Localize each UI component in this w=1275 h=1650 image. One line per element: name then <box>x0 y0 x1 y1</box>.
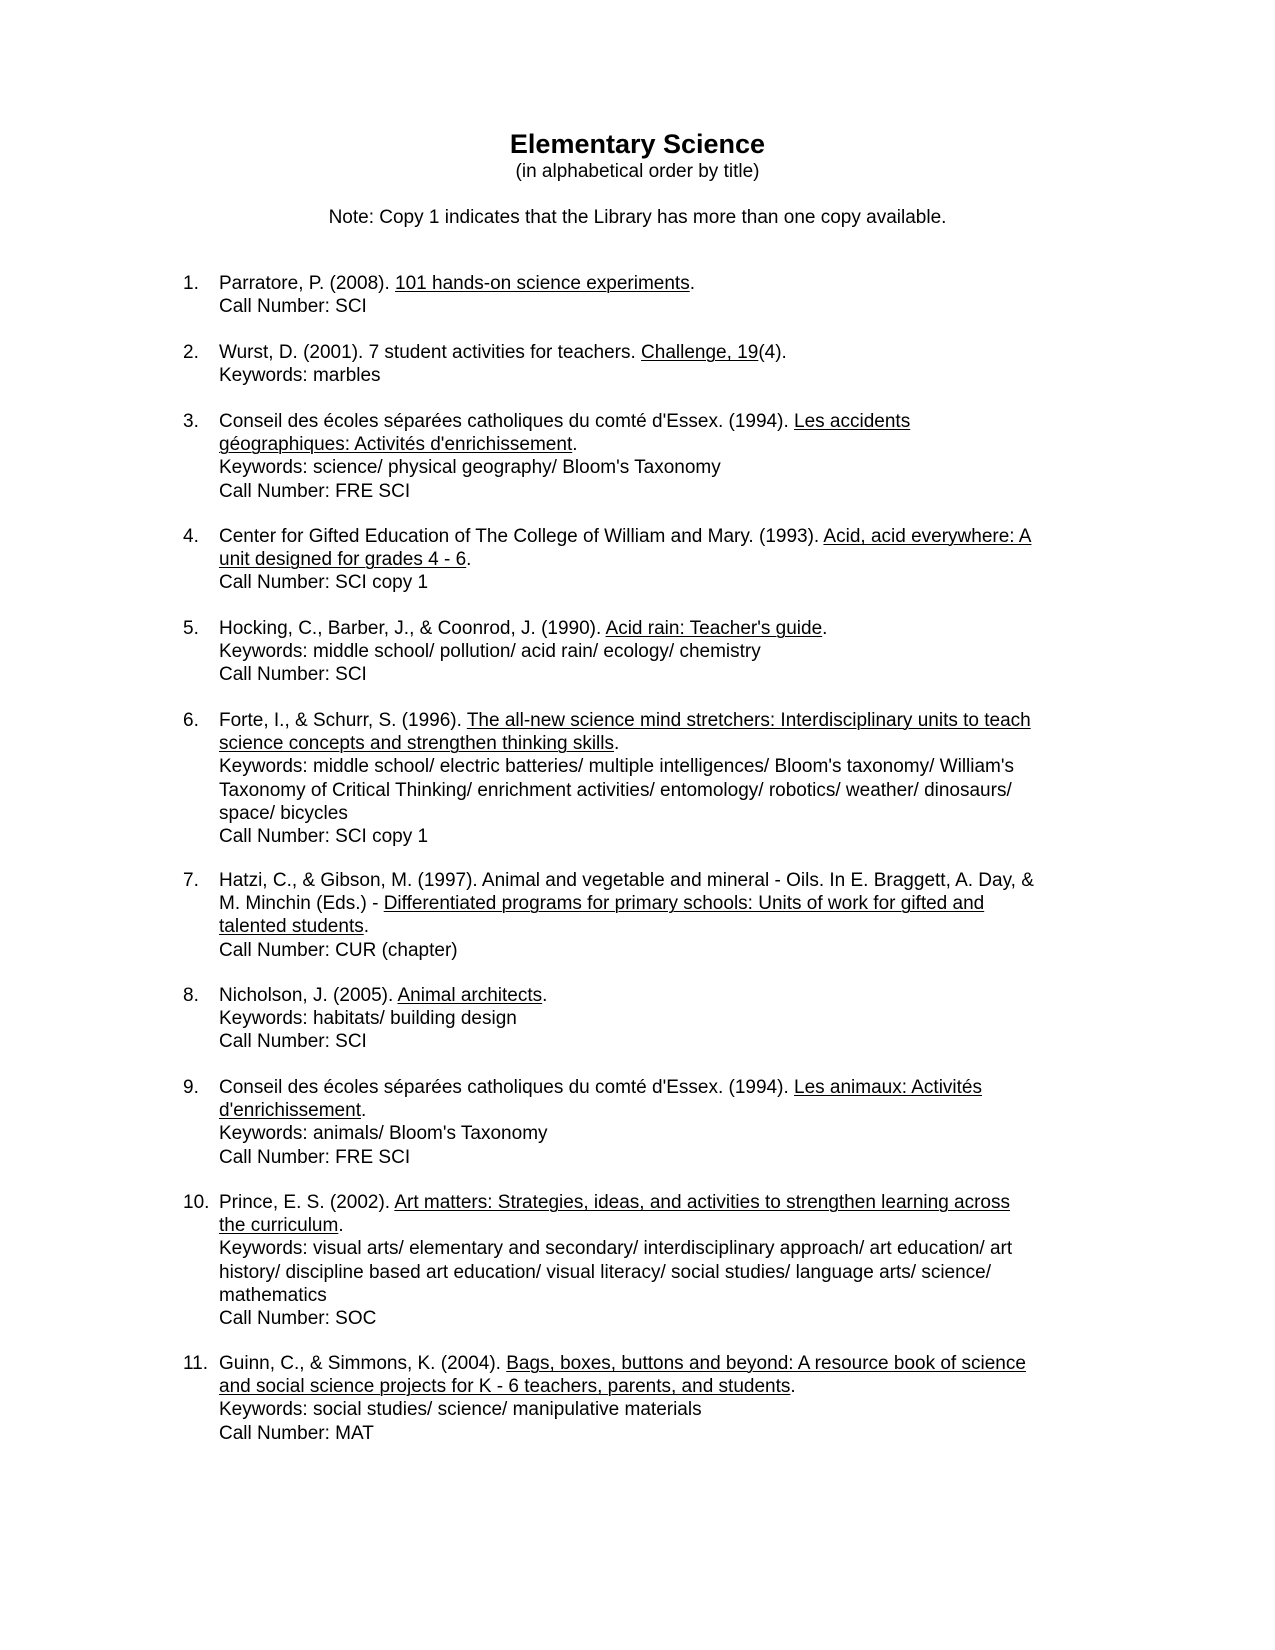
entry-line <box>219 456 1089 479</box>
entry-line <box>219 1030 1089 1053</box>
entry-line <box>219 571 1089 594</box>
entry-text: M. Minchin (Eds.) - <box>219 893 384 915</box>
entry-line <box>219 433 1089 456</box>
entry-text: Call Number: SCI <box>219 296 367 318</box>
underlined-title-text: the curriculum <box>219 1215 339 1237</box>
list-item-number: 10. <box>183 1192 210 1213</box>
entry-line <box>219 341 1089 364</box>
underlined-title-text: Acid rain: Teacher's guide <box>605 618 823 639</box>
entry-line <box>219 984 1089 1007</box>
list-item-number: 11. <box>183 1353 209 1374</box>
underlined-title-text: unit designed for grades 4 - 6 <box>219 549 467 571</box>
list-item-body <box>219 341 1089 387</box>
entry-line <box>219 1146 1089 1169</box>
entry-text: Keywords: science/ physical geography/ Bloom's Taxonomy <box>219 457 721 479</box>
entry-line <box>219 1398 1089 1421</box>
list-item-number: 3. <box>183 411 199 432</box>
entry-line <box>219 1099 1089 1122</box>
entry-line <box>219 1284 1089 1307</box>
entry-text: Call Number: FRE SCI <box>219 1146 411 1168</box>
entry-line <box>219 825 1089 848</box>
underlined-title-text: 101 hands-on science experiments <box>395 273 690 294</box>
entry-line <box>219 1261 1089 1284</box>
entry-text: Center for Gifted Education of The College of William and Mary. (1993). <box>219 526 824 547</box>
entry-text: . <box>363 916 369 938</box>
entry-text: mathematics <box>219 1284 327 1306</box>
entry-text: Nicholson, J. (2005). <box>219 985 398 1006</box>
entry-text: history/ discipline based art education/ visual literacy/ social studies/ language arts/ science/ <box>219 1261 992 1283</box>
entry-text: . <box>338 1215 344 1237</box>
entry-line <box>219 295 1089 318</box>
list-item-number: 6. <box>183 710 199 731</box>
entry-line <box>219 1122 1089 1145</box>
entry-line <box>219 1307 1089 1330</box>
entry-line <box>219 755 1089 778</box>
underlined-title-text: Art matters: Strategies, ideas, and activities to strengthen learning across <box>394 1192 1011 1213</box>
entry-text: Parratore, P. (2008). <box>219 273 396 294</box>
entry-text: . <box>360 1100 367 1122</box>
page-title: Elementary Science <box>509 129 766 159</box>
entry-line <box>219 1375 1089 1398</box>
entry-text: (4). <box>758 342 787 363</box>
entry-line <box>219 525 1089 548</box>
entry-line <box>219 410 1089 433</box>
entry-text: Call Number: SOC <box>219 1307 377 1329</box>
list-item-body <box>219 410 1089 503</box>
entry-text: Keywords: middle school/ pollution/ acid rain/ ecology/ chemistry <box>219 641 761 663</box>
entry-line <box>219 732 1089 755</box>
entry-text: Conseil des écoles séparées catholiques du comté d'Essex. (1994). <box>219 1077 795 1098</box>
list-item-number: 8. <box>183 985 199 1006</box>
entry-text: Keywords: animals/ Bloom's Taxonomy <box>219 1123 548 1145</box>
list-item-body <box>219 272 1089 318</box>
list-item-number: 4. <box>183 526 199 547</box>
entry-text: . <box>614 733 620 755</box>
entry-line <box>219 1191 1089 1214</box>
entry-text: . <box>572 434 578 456</box>
underlined-title-text: Les animaux: Activités <box>794 1077 982 1098</box>
entry-line <box>219 364 1089 387</box>
page-subtitle: (in alphabetical order by title) <box>515 161 760 182</box>
entry-text: Keywords: visual arts/ elementary and secondary/ interdisciplinary approach/ art education/ art <box>219 1238 1013 1260</box>
entry-text: . <box>689 273 695 294</box>
underlined-title-text: and social science projects for K - 6 teachers, parents, and students <box>219 1376 791 1398</box>
entry-text: Hatzi, C., & Gibson, M. (1997). Animal and vegetable and mineral - Oils. In E. Braggett, A. Day, & <box>219 870 1034 891</box>
entry-line <box>219 1007 1089 1030</box>
underlined-title-text: Animal architects <box>397 985 543 1006</box>
underlined-title-text: talented students <box>219 916 364 938</box>
entry-line <box>219 779 1089 802</box>
list-item-number: 9. <box>183 1077 199 1098</box>
underlined-title-text: Differentiated programs for primary schools: Units of work for gifted and <box>383 893 985 915</box>
entry-text: . <box>822 618 828 639</box>
entry-text: Forte, I., & Schurr, S. (1996). <box>219 710 467 731</box>
list-item-body <box>219 869 1089 962</box>
entry-text: Keywords: middle school/ electric batteries/ multiple intelligences/ Bloom's taxonomy/ William's <box>219 756 1015 778</box>
underlined-title-text: géographiques: Activités d'enrichissement <box>219 434 573 456</box>
entry-line <box>219 640 1089 663</box>
entry-text: Call Number: SCI <box>219 1031 367 1053</box>
list-item-body <box>219 525 1089 595</box>
entry-text: Guinn, C., & Simmons, K. (2004). <box>219 1353 507 1374</box>
entry-line <box>219 802 1089 825</box>
entry-line <box>219 709 1089 732</box>
list-item-body <box>219 617 1089 687</box>
list-item-body <box>219 1076 1089 1169</box>
entry-text: Conseil des écoles séparées catholiques du comté d'Essex. (1994). <box>219 411 795 432</box>
entry-line <box>219 1214 1089 1237</box>
list-item-body <box>219 984 1089 1054</box>
underlined-title-text: Les accidents <box>794 411 911 432</box>
entry-text: Call Number: CUR (chapter) <box>219 939 458 961</box>
entry-text: . <box>466 549 472 571</box>
entry-text: Taxonomy of Critical Thinking/ enrichment activities/ entomology/ robotics/ weather/ dinosaurs/ <box>219 779 1012 801</box>
entry-text: space/ bicycles <box>219 802 348 824</box>
list-item-number: 1. <box>183 273 199 294</box>
underlined-title-text: science concepts and strengthen thinking skills <box>219 733 615 755</box>
entry-line <box>219 1076 1089 1099</box>
entry-line <box>219 663 1089 686</box>
list-item-number: 5. <box>183 618 199 639</box>
entry-line <box>219 939 1089 962</box>
underlined-title-text: Bags, boxes, buttons and beyond: A resource book of science <box>506 1353 1026 1374</box>
underlined-title-text: Challenge, 19 <box>641 342 759 363</box>
list-item-number: 2. <box>183 342 199 363</box>
entry-text: . <box>542 985 548 1006</box>
underlined-title-text: Acid, acid everywhere: A <box>823 526 1032 547</box>
entry-line <box>219 548 1089 571</box>
entry-text: Call Number: SCI copy 1 <box>219 572 429 594</box>
entry-line <box>219 1237 1089 1260</box>
entry-text: Wurst, D. (2001). 7 student activities for teachers. <box>219 342 642 363</box>
list-item-body <box>219 1352 1089 1445</box>
entry-text: Hocking, C., Barber, J., & Coonrod, J. (1990). <box>219 618 606 639</box>
entry-line <box>219 272 1089 295</box>
entry-text: Call Number: MAT <box>219 1422 374 1444</box>
entry-text: Call Number: SCI <box>219 664 367 686</box>
underlined-title-text: The all-new science mind stretchers: Interdisciplinary units to teach <box>466 710 1031 731</box>
entry-text: . <box>790 1376 796 1398</box>
list-item-body <box>219 709 1089 848</box>
list-item-number: 7. <box>183 870 199 891</box>
entry-line <box>219 480 1089 503</box>
entry-text: Keywords: social studies/ science/ manipulative materials <box>219 1399 702 1421</box>
entry-line <box>219 617 1089 640</box>
underlined-title-text: d'enrichissement <box>219 1100 361 1122</box>
entry-text: Prince, E. S. (2002). <box>219 1192 395 1213</box>
entry-text: Keywords: habitats/ building design <box>219 1008 517 1030</box>
entry-line <box>219 869 1089 892</box>
entry-line <box>219 915 1089 938</box>
entry-line <box>219 892 1089 915</box>
entry-text: Call Number: SCI copy 1 <box>219 825 429 847</box>
entry-line <box>219 1352 1089 1375</box>
list-item-body <box>219 1191 1089 1330</box>
entry-text: Keywords: marbles <box>219 365 381 387</box>
entry-text: Call Number: FRE SCI <box>219 480 411 502</box>
entry-line <box>219 1422 1089 1445</box>
copy-note: Note: Copy 1 indicates that the Library has more than one copy available. <box>328 207 947 228</box>
